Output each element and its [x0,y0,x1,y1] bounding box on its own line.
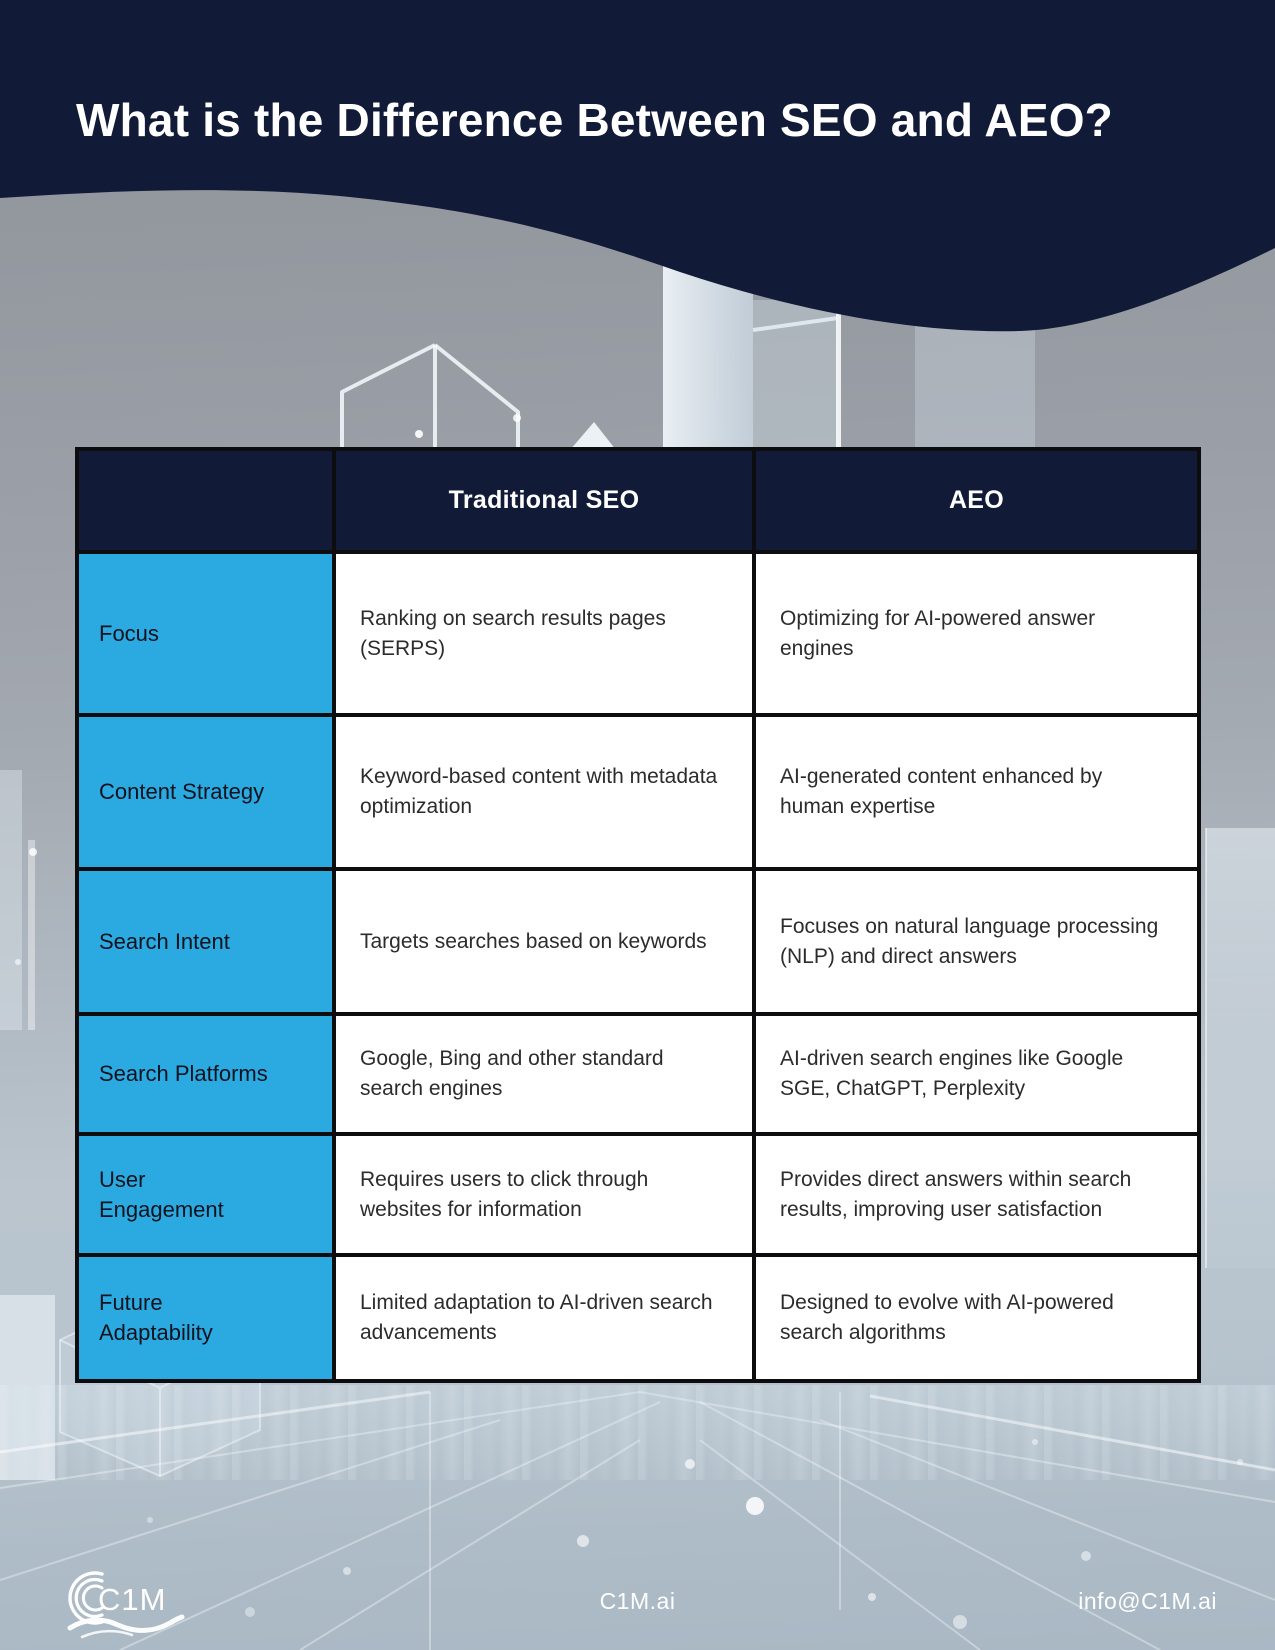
cell-user-engagement-aeo: Provides direct answers within search results, improving user satisfaction [756,1136,1197,1253]
row-label-content-strategy: Content Strategy [79,717,332,867]
cell-search-platforms-aeo: AI-driven search engines like Google SGE, ChatGPT, Perplexity [756,1016,1197,1132]
c1m-logo [62,1566,188,1642]
row-label-search-intent: Search Intent [79,871,332,1012]
footer [0,1560,1275,1650]
cell-content-strategy-seo: Keyword-based content with metadata optimization [336,717,752,867]
footer-site-url: C1M.ai [599,1588,676,1614]
header-cell-blank [79,451,332,550]
row-label-future-adaptability: Future Adaptability [79,1257,332,1379]
header-cell-aeo: AEO [756,451,1197,550]
c1m-logo-text: C1M [98,1582,167,1617]
comparison-table [75,447,1201,1383]
row-label-focus: Focus [79,554,332,713]
row-label-user-engagement: User Engagement [79,1136,332,1253]
cell-focus-seo: Ranking on search results pages (SERPS) [336,554,752,713]
cell-future-adaptability-seo: Limited adaptation to AI-driven search advancements [336,1257,752,1379]
cell-search-intent-aeo: Focuses on natural language processing (NLP) and direct answers [756,871,1197,1012]
cell-user-engagement-seo: Requires users to click through websites for information [336,1136,752,1253]
cell-focus-aeo: Optimizing for AI-powered answer engines [756,554,1197,713]
cell-content-strategy-aeo: AI-generated content enhanced by human expertise [756,717,1197,867]
cell-search-platforms-seo: Google, Bing and other standard search engines [336,1016,752,1132]
page-title: What is the Difference Between SEO and AEO? [76,94,1113,146]
cell-search-intent-seo: Targets searches based on keywords [336,871,752,1012]
cell-future-adaptability-aeo: Designed to evolve with AI-powered search algorithms [756,1257,1197,1379]
header-cell-traditional-seo: Traditional SEO [336,451,752,550]
footer-email: info@C1M.ai [1078,1588,1217,1614]
row-label-search-platforms: Search Platforms [79,1016,332,1132]
